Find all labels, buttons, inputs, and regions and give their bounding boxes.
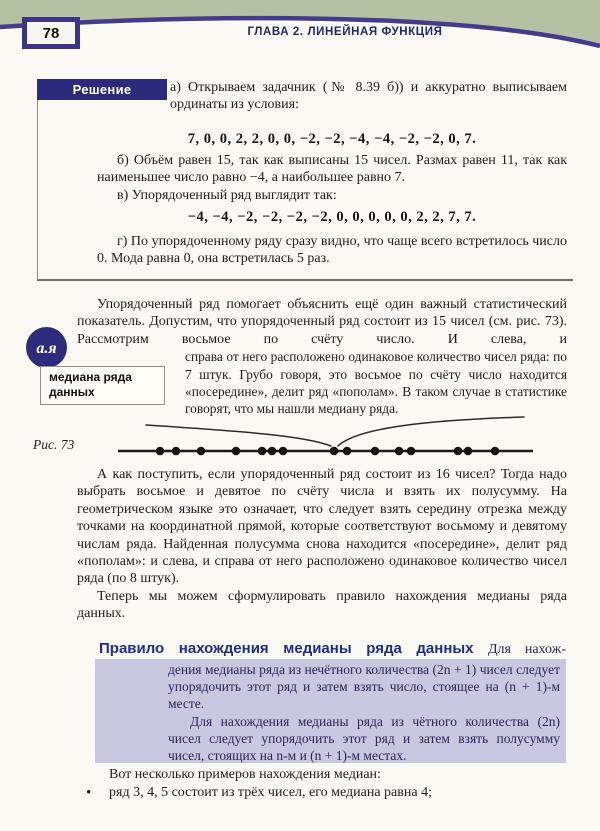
data-dot [268,447,277,456]
solution-items-b-v [97,152,567,204]
solution-item-b: б) Объём равен 15, так как выписаны 15 чисел. Размах равен 11, так как наименьшее число равно −4, а наибольшее равно 7. [97,153,567,186]
median-intro-wrapped-lines: справа от него расположено одинаковое количество чисел ряда: по 7 штук. Грубо говоря, это восьмое по счёту число находится «посередине», делит ряд «пополам». В таком случае в статистике говорят, что мы нашли медиану ряда. [185,349,567,417]
chapter-title: ГЛАВА 2. ЛИНЕЙНАЯ ФУНКЦИЯ [247,26,443,38]
page-number: 78 [42,24,60,42]
data-dot [395,447,404,456]
rule-title: Правило нахождения медианы ряда данных [99,640,474,657]
examples-intro: Вот несколько примеров нахождения медиан: [109,767,381,782]
solution-label [37,79,167,100]
data-dot [258,447,267,456]
ordinates-row: 7, 0, 0, 2, 2, 0, 0, −2, −2, −4, −4, −2, −2, 0, 7. [187,131,477,147]
figure-number-line [0,405,600,471]
examples-section [77,766,567,802]
paragraph-16-numbers: А как поступить, если упорядоченный ряд состоит из 16 чисел? Тогда надо выбрать восьмое и девятое по счёту числа и взять их полусумму. На геометрическом языке это означает, что следует взять середину отрезка между точками на координатной прямой, которые соответствуют восьмому и девятому числам ряда. Найденная полусумма снова находится «посередине», делит ряд «пополам»: и слева, и справа от него расположено одинаковое количество чисел ряда (по 8 штук). [77,467,567,587]
dictionary-az-icon [24,325,69,370]
rule-title-line [99,640,566,658]
figure-caption: Рис. 73 [33,437,75,452]
data-dot [407,447,416,456]
solution-item-v: в) Упорядоченный ряд выглядит так: [117,187,337,203]
rule-odd-case: дения медианы ряда из нечётного количества (2n + 1) чисел следует упорядочить этот ряд и затем взять число, стоящее на (n + 1)-м месте. [168,662,560,712]
median-intro-full-lines: Упорядоченный ряд помогает объяснить ещё один важный статистический показатель. Допустим, что упорядоченный ряд состоит из 15 чисел (см. рис. 73). Рассмотрим восьмое по счёту число. И слева, и [77,297,567,347]
even-count-paragraphs [77,466,567,623]
data-dot [343,447,352,456]
solution-item-a: а) Открываем задачник (№ 8.39 б)) и аккуратно выписываем ординаты из условия: [170,80,567,113]
median-dot [330,447,339,456]
examples-list [77,784,567,802]
data-dot [197,447,206,456]
example-item: • ряд 3, 4, 5 состоит из трёх чисел, его медиана равна 4; [77,784,567,802]
az-icon-label: а.я [36,340,57,357]
rule-even-case: Для нахождения медианы ряда из чётного количества (2n) чисел следует упорядочить этот ряд и затем взять полусумму чисел, стоящих на n-м и (n + 1)-м местах. [168,713,560,764]
data-dot [491,447,500,456]
paragraph-now-rule: Теперь мы можем сформулировать правило нахождения медианы ряда данных. [77,588,567,622]
data-dot [464,447,473,456]
solution-item-g: г) По упорядоченному ряду сразу видно, что чаще всего встретилось число 0. Мода равна 0, она встретилась 5 раз. [97,234,567,267]
rule-title-tail: Для нахож- [487,642,567,657]
median-intro-paragraph [77,296,567,418]
data-dot [232,447,241,456]
data-dot [156,447,165,456]
solution-label-text: Решение [72,82,132,97]
right-pointer-curve [338,417,524,446]
data-dot [172,447,181,456]
ordered-row: −4, −4, −2, −2, −2, −2, 0, 0, 0, 0, 0, 2, 2, 7, 7. [187,209,477,225]
rule-box [95,659,566,763]
data-dot [279,447,288,456]
data-dot [454,447,463,456]
term-label: медиана ряда данных [49,370,132,399]
left-pointer-curve [146,425,331,446]
page-number-box [22,17,80,49]
data-dot [371,447,380,456]
